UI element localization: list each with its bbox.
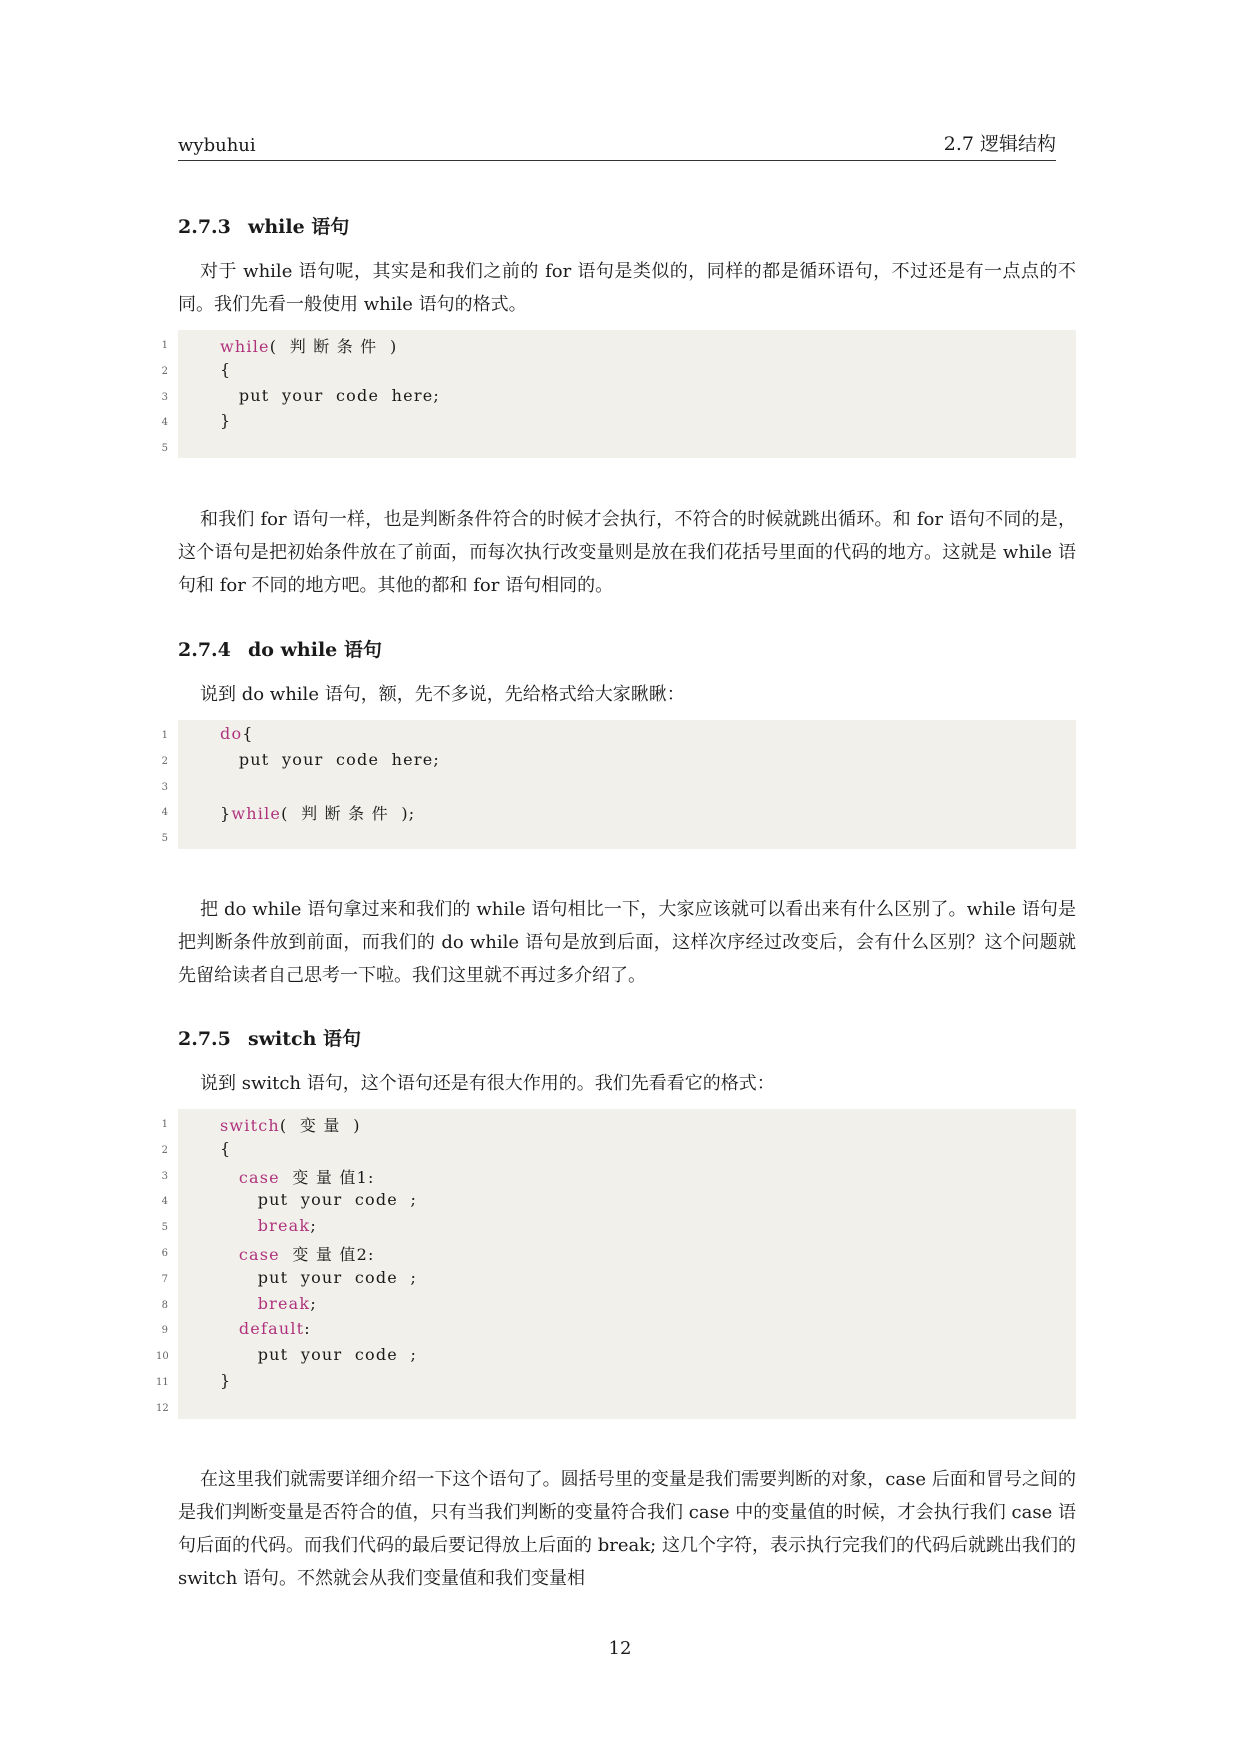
section-title: switch 语句 — [248, 1028, 362, 1050]
code-line — [161, 1242, 1076, 1264]
line-number: 3 — [161, 1170, 168, 1182]
line-number: 4 — [161, 417, 168, 429]
header-section: 2.7 逻辑结构 — [943, 133, 1056, 155]
code-text — [220, 1113, 361, 1136]
code-token: ( 判 断 条 件 ) — [269, 337, 398, 356]
section-title: while 语句 — [248, 216, 350, 238]
code-token: } — [220, 1371, 232, 1390]
code-text — [220, 386, 440, 405]
page-number: 12 — [608, 1638, 632, 1659]
code-line — [161, 1319, 1076, 1341]
code-text — [220, 411, 231, 430]
code-keyword: default — [238, 1319, 305, 1339]
section-heading-do-while — [178, 635, 382, 662]
line-number: 5 — [161, 443, 168, 455]
code-text — [220, 801, 415, 824]
code-keyword: case — [238, 1167, 280, 1187]
code-text — [220, 750, 440, 769]
code-token: ( 变 量 ) — [279, 1116, 361, 1135]
code-block — [156, 1109, 1076, 1419]
code-token: put your code ; — [220, 1345, 418, 1365]
paragraph: 在这里我们就需要详细介绍一下这个语句了。圆括号里的变量是我们需要判断的对象，case 后面和冒号之间的是我们判断变量是否符合的值，只有当我们判断的变量符合我们 case 中的变量值的时候，才会执行我们 case 语句后面的代码。而我们代码的最后要记得放上后面的 break; 这几个字符，表示执行完我们的代码后就跳出我们的 switch 语句。不然就会从我们变量值和我们变量相 — [178, 1469, 1076, 1589]
line-number: 1 — [161, 730, 168, 741]
code-token: { — [220, 359, 232, 379]
line-number: 2 — [161, 1144, 168, 1156]
paragraph: 对于 while 语句呢，其实是和我们之前的 for 语句是类似的，同样的都是循环语句，不过还是有一点点的不同。我们先看一般使用 while 语句的格式。 — [178, 261, 1076, 315]
code-line — [161, 385, 1076, 408]
code-line — [156, 1397, 1076, 1419]
code-keyword: break — [257, 1293, 311, 1313]
line-number: 2 — [161, 365, 168, 377]
section-title: do while 语句 — [248, 639, 382, 661]
line-number: 5 — [161, 1222, 168, 1234]
section-number: 2.7.5 — [178, 1028, 231, 1050]
code-line — [156, 1345, 1076, 1367]
code-token: put your code here; — [220, 385, 440, 405]
code-line — [161, 1138, 1076, 1161]
code-token — [220, 1245, 239, 1264]
code-text — [220, 1319, 311, 1338]
code-keyword: switch — [220, 1116, 280, 1135]
code-token — [220, 1319, 239, 1338]
code-token: : — [304, 1319, 311, 1339]
code-token: 变 量 值1: — [279, 1167, 375, 1187]
section-heading-switch — [178, 1024, 361, 1051]
code-line — [161, 1190, 1076, 1212]
code-line — [161, 411, 1076, 433]
line-number: 1 — [161, 340, 168, 351]
running-header — [178, 132, 1056, 161]
code-line — [156, 1371, 1076, 1393]
paragraph: 说到 switch 语句，这个语句还是有很大作用的。我们先看看它的格式： — [200, 1073, 775, 1094]
line-number: 9 — [161, 1325, 168, 1337]
code-line — [161, 1165, 1076, 1187]
line-number: 4 — [161, 1196, 168, 1208]
code-token: put your code ; — [220, 1190, 418, 1210]
code-token: 变 量 值2: — [279, 1245, 375, 1264]
paragraph: 说到 do while 语句，额，先不多说，先给格式给大家瞅瞅： — [200, 684, 685, 705]
code-token: ; — [310, 1216, 317, 1236]
code-token — [220, 1294, 258, 1313]
code-text — [220, 1139, 231, 1158]
code-line — [161, 437, 1076, 459]
line-number: 8 — [161, 1299, 168, 1311]
section-heading-while — [178, 212, 349, 239]
line-number: 6 — [161, 1248, 168, 1259]
code-keyword: break — [257, 1216, 311, 1236]
code-line — [161, 749, 1076, 772]
code-token: ( 判 断 条 件 ); — [281, 804, 416, 824]
code-text — [220, 1165, 375, 1188]
code-line — [161, 1267, 1076, 1290]
code-text — [220, 724, 254, 743]
line-number: 3 — [161, 781, 168, 793]
line-number: 11 — [156, 1377, 169, 1388]
code-text — [220, 334, 397, 357]
line-number: 7 — [161, 1273, 168, 1285]
code-token: put your code here; — [220, 749, 440, 769]
line-number: 10 — [156, 1351, 169, 1363]
code-token — [220, 1216, 258, 1235]
section-number: 2.7.4 — [178, 639, 231, 661]
paragraph: 把 do while 语句拿过来和我们的 while 语句相比一下，大家应该就可以看出来有什么区别了。while 语句是把判断条件放到前面，而我们的 do while 语句是放到后面，这样次序经过改变后，会有什么区别？这个问题就先留给读者自己思考一下啦。我们这里就不再过多介绍了。 — [178, 899, 1076, 986]
code-block — [161, 330, 1076, 458]
code-token: } — [220, 411, 232, 431]
code-text — [220, 1294, 317, 1313]
code-keyword: do — [220, 724, 243, 743]
line-number: 12 — [156, 1402, 169, 1414]
code-token: put your code ; — [220, 1267, 418, 1287]
line-number: 4 — [161, 807, 168, 819]
line-number: 3 — [161, 391, 168, 403]
code-line — [161, 776, 1076, 798]
paragraph: 和我们 for 语句一样，也是判断条件符合的时候才会执行，不符合的时候就跳出循环。和 for 语句不同的是，这个语句是把初始条件放在了前面，而每次执行改变量则是放在我们花括号里面的代码的地方。这就是 while 语句和 for 不同的地方吧。其他的都和 for 语句相同的。 — [178, 509, 1076, 596]
section-number: 2.7.3 — [178, 216, 231, 238]
code-line — [161, 1216, 1076, 1238]
line-number: 2 — [161, 755, 168, 767]
code-text — [220, 1216, 317, 1235]
code-keyword: while — [231, 804, 282, 824]
code-token: { — [220, 1138, 232, 1158]
code-keyword: case — [238, 1245, 280, 1264]
line-number: 1 — [161, 1119, 168, 1130]
code-line — [161, 1113, 1076, 1135]
code-line — [161, 334, 1076, 356]
code-text — [220, 360, 231, 379]
line-number: 5 — [161, 833, 168, 845]
code-line — [161, 1293, 1076, 1316]
code-token: } — [220, 804, 232, 824]
code-line — [161, 801, 1076, 824]
code-text — [220, 1190, 417, 1209]
header-author: wybuhui — [178, 135, 256, 156]
code-text — [220, 1371, 231, 1390]
code-token: { — [242, 724, 254, 743]
code-keyword: while — [220, 337, 270, 356]
code-text — [220, 1345, 417, 1364]
code-line — [161, 724, 1076, 746]
code-block — [161, 720, 1076, 849]
code-line — [161, 827, 1076, 849]
code-line — [161, 359, 1076, 382]
code-token — [220, 1168, 239, 1187]
code-text — [220, 1242, 375, 1265]
code-token: ; — [310, 1293, 317, 1313]
code-text — [220, 1268, 417, 1287]
